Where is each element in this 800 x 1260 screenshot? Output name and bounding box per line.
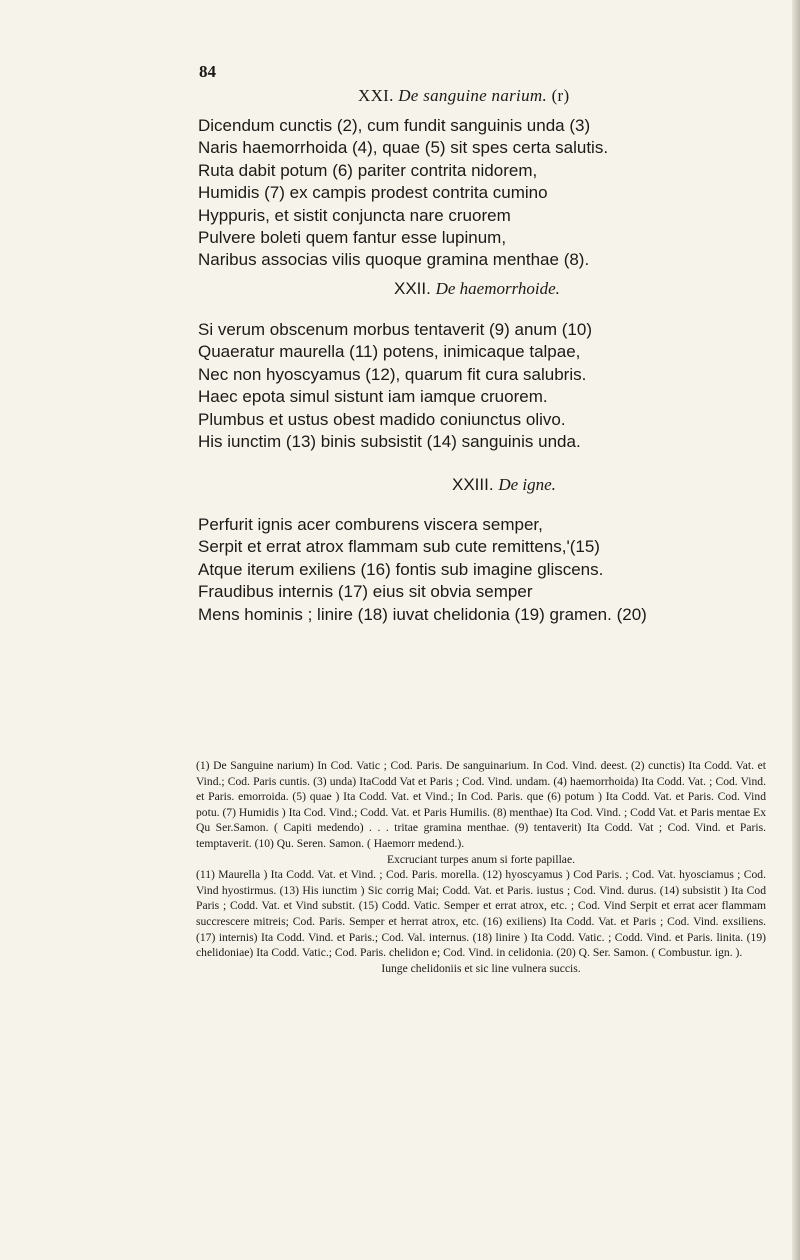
- page-number: 84: [199, 62, 216, 81]
- verse-line: Atque iterum exiliens (16) fontis sub imagine gliscens.: [198, 559, 604, 579]
- footnotes: [196, 758, 766, 976]
- verse-line: Quaeratur maurella (11) potens, inimicaque talpae,: [198, 342, 581, 362]
- section-number: XXIII.: [452, 475, 494, 494]
- section-xxii-verses: [198, 319, 592, 453]
- footnote-block: (1) De Sanguine narium) In Cod. Vatic ; Cod. Paris. De sanguinarium. In Cod. Vind. deest. (2) cunctis) Ita Codd. Vat. et Vind.; Cod. Paris cuntis. (3) unda) ItaCodd Vat et Paris ; Cod. Vind. undam. (4) haemorrhoida) Ita Codd. Vat. ; Cod. Vind. et Paris. emorroida. (5) quae ) Ita Codd. Vat. et Vind.; In Cod. Paris. que (6) potum ) Ita Codd. Vat. et Paris. Cod. Vind potu. (7) Humidis ) Ita Cod. Vind.; Codd. Vat. et Paris Humilis. (8) menthae) Ita Cod. Vind. ; Codd Vat. et Paris mentae Ex Qu Ser.Samon. ( Capiti medendo) . . . tritae gramina menthae. (9) tentaverit) Ita Codd. Vat ; Cod. Vind. et Paris. temptaverit. (10) Qu. Seren. Samon. ( Haemorr medend.).: [196, 759, 766, 850]
- footnote-block: (11) Maurella ) Ita Codd. Vat. et Vind. ; Cod. Paris. morella. (12) hyoscyamus ) Cod Paris. ; Cod. Vat. hyosciamus ; Cod. Vind hyostirmus. (13) His iunctim ) Sic corrig Mai; Codd. Vat. et Paris. iustus ; Cod. Vind. durus. (14) subsistit ) Ita Cod Paris ; Codd. Vat. et Vind substit. (15) Codd. Vatic. Semper et errat atrox, etc. ; Cod. Vind Serpit et errat acer flammam succrescere mitreis; Cod. Paris. Semper et herrat atrox, etc. (16) exiliens) Ita Codd. Vat. et Paris ; Cod. Vind. exsiliens. (17) internis) Ita Codd. Vind. et Paris.; Cod. Val. internus. (18) linire ) Ita Codd. Vatic. ; Codd. Vind. et Paris. linita. (19) chelidoniae) Ita Codd. Vatic.; Cod. Paris. chelidon e; Cod. Vind. in celidonia. (20) Q. Ser. Samon. ( Combustur. ign. ).: [196, 868, 766, 960]
- section-number: XXII.: [394, 279, 431, 298]
- footnote-quote: Iunge chelidoniis et sic line vulnera succis.: [381, 961, 581, 975]
- verse-line: Plumbus et ustus obest madido coniunctus olivo.: [198, 409, 566, 429]
- verse-line: Si verum obscenum morbus tentaverit (9) anum (10): [198, 320, 592, 339]
- section-xxii-heading: [394, 279, 560, 299]
- section-title: De igne.: [498, 475, 556, 494]
- section-xxi-verses: [198, 115, 608, 272]
- page-edge-shadow: [792, 0, 800, 1260]
- verse-line: Pulvere boleti quem fantur esse lupinum,: [198, 227, 507, 247]
- verse-line: Nec non hyoscyamus (12), quarum fit cura salubris.: [198, 364, 587, 384]
- section-title: De haemorrhoide.: [435, 279, 560, 298]
- verse-line: Mens hominis ; linire (18) iuvat chelidonia (19) gramen. (20): [198, 604, 647, 624]
- running-head-title: De sanguine narium.: [398, 86, 548, 105]
- running-head-mark: (r): [551, 86, 570, 105]
- verse-line: Hyppuris, et sistit conjuncta nare cruorem: [198, 205, 511, 225]
- verse-line: Ruta dabit potum (6) pariter contrita nidorem,: [198, 160, 538, 180]
- section-xxiii-verses: [198, 514, 647, 626]
- verse-line: Humidis (7) ex campis prodest contrita cumino: [198, 183, 548, 203]
- footnote-quote: Excruciant turpes anum si forte papillae.: [386, 852, 575, 866]
- verse-line: His iunctim (13) binis subsistit (14) sanguinis unda.: [198, 431, 581, 451]
- verse-line: Dicendum cunctis (2), cum fundit sanguinis unda (3): [198, 116, 591, 135]
- verse-line: Perfurit ignis acer comburens viscera semper,: [198, 515, 543, 534]
- verse-line: Fraudibus internis (17) eius sit obvia semper: [198, 582, 533, 602]
- verse-line: Naribus associas vilis quoque gramina menthae (8).: [198, 250, 590, 270]
- verse-line: Serpit et errat atrox flammam sub cute remittens,'(15): [198, 537, 600, 557]
- running-head-number: XXI.: [358, 86, 394, 105]
- verse-line: Naris haemorrhoida (4), quae (5) sit spes certa salutis.: [198, 138, 609, 158]
- running-head: [358, 86, 569, 106]
- section-xxiii-heading: [452, 475, 556, 495]
- verse-line: Haec epota simul sistunt iam iamque cruorem.: [198, 387, 548, 407]
